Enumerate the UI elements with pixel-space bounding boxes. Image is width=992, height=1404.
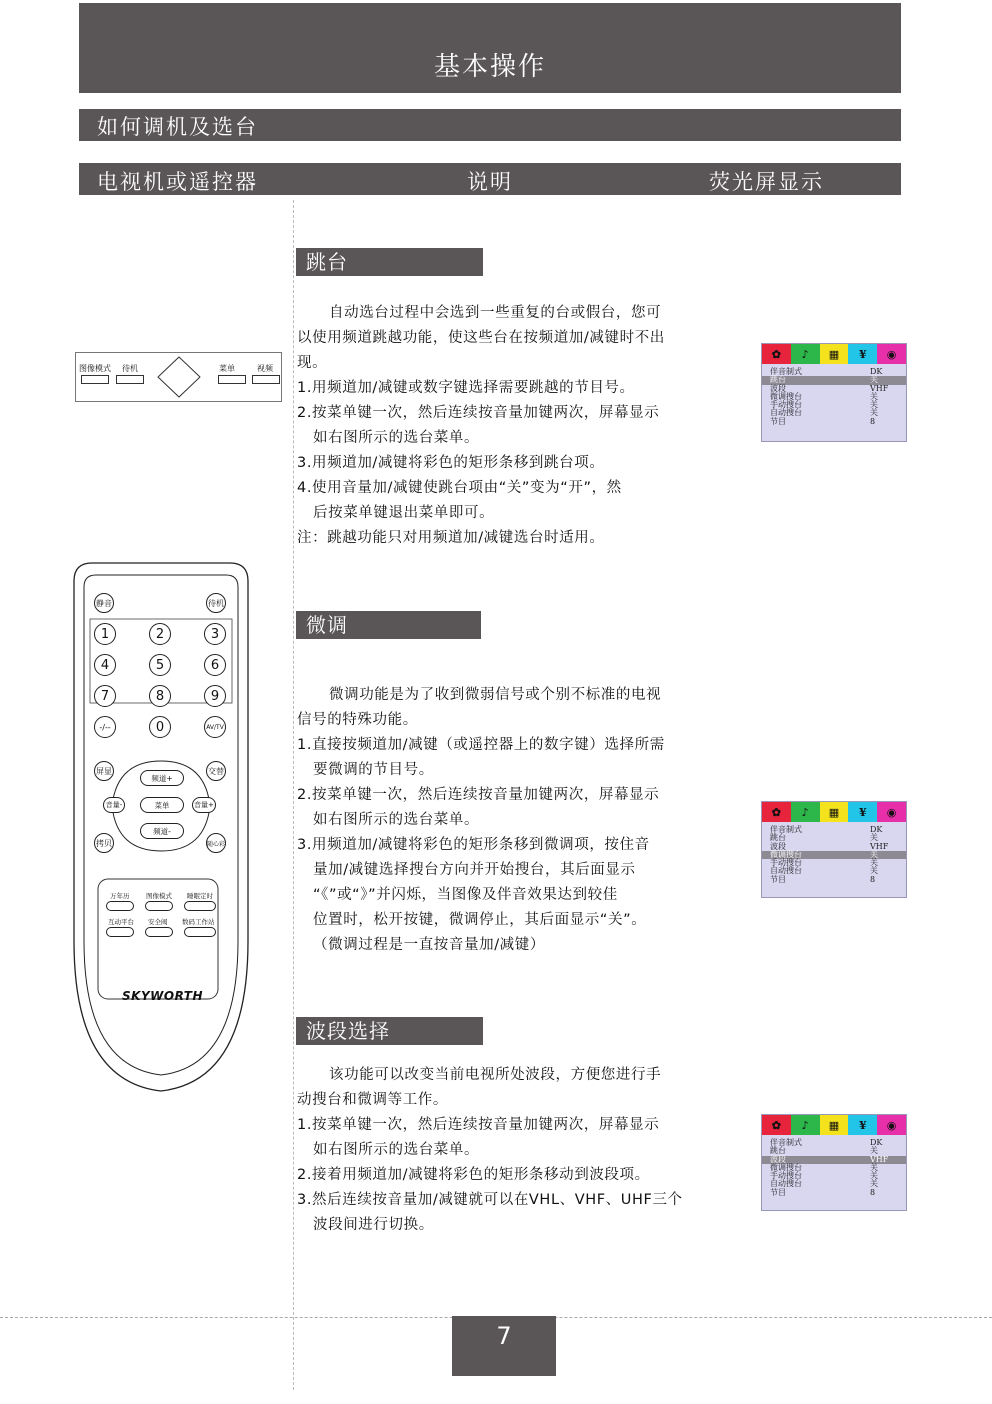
osd-row-label: 节目 [770,416,786,426]
panel-label-picture-mode: 图像模式 [79,364,111,373]
osd-row-value: 关 [870,1171,878,1181]
clock-icon: ◉ [877,344,906,364]
column-header-device: 电视机或遥控器 [97,170,258,194]
calendar-label: 万年历 [110,892,130,900]
interactive-button[interactable] [106,927,134,937]
text-line: 3.用频道加/减键将彩色的矩形条移到跳台项。 [297,455,605,471]
osd-row-label: 波段 [770,1154,786,1164]
osd-row-label: 波段 [770,383,786,393]
osd-menu-skip [761,343,907,442]
osd-menu-finetune [761,801,907,898]
osd-row-label: 伴音制式 [770,1138,802,1147]
osd-row-label: 手动搜台 [770,858,802,868]
column-divider [293,200,294,1390]
osd-row-value: 8 [870,1187,876,1197]
number-button-3[interactable]: 3 [204,623,226,645]
osd-row-label: 伴音制式 [770,825,802,834]
column-header-display: 荧光屏显示 [709,170,824,194]
section-body-band [297,1063,727,1238]
osd-row-label: 自动搜台 [770,866,802,876]
safety-label: 安全阀 [148,918,168,926]
sleep-timer-button[interactable] [184,901,216,911]
text-line: 波段间进行切换。 [313,1217,434,1233]
picture-icon: ✿ [762,802,791,822]
page-number: 7 [452,1316,556,1376]
text-line: 1.直接按频道加/减键（或遥控器上的数字键）选择所需 [297,737,665,753]
panel-nav-diamond[interactable] [156,355,202,399]
title-bar [79,3,901,93]
osd-icon-strip [762,1115,906,1135]
osd-row-value: 关 [870,375,878,385]
interactive-label: 互动平台 [108,918,134,926]
osd-row-label: 手动搜台 [770,400,802,410]
sleep-timer-label: 睡眠定时 [187,892,213,900]
sound-icon: ♪ [791,1115,820,1135]
picture-icon: ✿ [762,344,791,364]
text-line: 量加/减键选择搜台方向并开始搜台，其后面显示 [313,862,636,878]
osd-row-label: 节目 [770,874,786,884]
channel-icon: ▦ [820,344,849,364]
brand-logo: SKYWORTH [122,989,203,1003]
osd-row-label: 自动搜台 [770,408,802,418]
osd-row-label: 节目 [770,1187,786,1197]
sound-icon: ♪ [791,802,820,822]
panel-button-picture-mode[interactable] [81,375,109,384]
copy-button[interactable]: 拷贝 [94,833,114,853]
osd-row-value: VHF [870,841,889,851]
section-heading-finetune: 微调 [296,611,481,639]
osd-row-value: 关 [870,408,878,418]
panel-label-standby: 待机 [122,364,138,373]
osd-row-label: 波段 [770,841,786,851]
section-heading-skip: 跳台 [296,248,483,276]
mute-button[interactable]: 静音 [94,593,114,613]
osd-row-label: 伴音制式 [770,367,802,376]
picture-icon: ✿ [762,1115,791,1135]
channel-down-button[interactable]: 频道- [140,823,184,839]
osd-row-value: 关 [870,866,878,876]
number-button-2[interactable]: 2 [149,623,171,645]
number-button-1[interactable]: 1 [94,623,116,645]
osd-row-label: 手动搜台 [770,1171,802,1181]
osd-row-value: 8 [870,416,876,426]
clock-icon: ◉ [877,1115,906,1135]
function-icon: ¥ [848,344,877,364]
channel-icon: ▦ [820,1115,849,1135]
osd-row-label: 微调搜台 [770,391,802,401]
text-line: 1.按菜单键一次，然后连续按音量加键两次，屏幕显示 [297,1117,660,1133]
osd-row-value: 关 [870,391,878,401]
section-heading-band: 波段选择 [296,1017,483,1045]
sound-icon: ♪ [791,344,820,364]
panel-label-menu: 菜单 [219,364,235,373]
osd-icon-strip [762,802,906,822]
page-title: 基本操作 [433,52,546,82]
panel-label-video: 视频 [257,364,273,373]
text-line: 注：跳越功能只对用频道加/减键选台时适用。 [297,530,605,546]
text-line: （微调过程是一直按音量加/减键） [313,937,545,953]
panel-button-standby[interactable] [116,375,144,384]
remote-control [70,561,252,1095]
function-icon: ¥ [848,1115,877,1135]
osd-menu-band [761,1114,907,1211]
picture-mode-label: 图像模式 [146,892,172,900]
number-button-8[interactable]: 8 [149,685,171,707]
volume-up-button[interactable]: 音量+ [192,797,216,813]
text-line: 自动选台过程中会选到一些重复的台或假台，您可 [329,305,662,321]
random-button[interactable]: 随心彩 [206,833,226,853]
osd-row-label: 微调搜台 [770,849,802,859]
text-line: 如右图所示的选台菜单。 [313,1142,480,1158]
osd-row-value: DK [870,1138,883,1147]
column-header-bar [79,163,901,195]
osd-row-label: 微调搜台 [770,1162,802,1172]
osd-row-value: 关 [870,833,878,843]
text-line: 4.使用音量加/减键使跳台项由“关”变为“开”，然 [297,480,622,496]
channel-up-button[interactable]: 频道+ [140,770,184,786]
digital-station-label: 数码工作站 [182,918,215,926]
text-line: 位置时，松开按键，微调停止，其后面显示“关”。 [313,912,647,928]
osd-row-value: DK [870,825,883,834]
number-button-0[interactable]: 0 [149,716,171,738]
column-header-description: 说明 [467,170,513,194]
section-body-skip [297,301,727,551]
osd-row-value: 关 [870,1179,878,1189]
number-button-5[interactable]: 5 [149,654,171,676]
digit-mode-button[interactable]: -/-- [94,716,116,738]
standby-button[interactable]: 待机 [206,593,226,613]
number-button-9[interactable]: 9 [204,685,226,707]
text-line: 微调功能是为了收到微弱信号或个别不标准的电视 [329,687,662,703]
osd-row-value: 关 [870,858,878,868]
osd-row-value: 关 [870,1162,878,1172]
subtitle-bar [79,109,901,141]
section-body-finetune [297,683,727,958]
safety-button[interactable] [145,927,173,937]
text-line: 2.按菜单键一次，然后连续按音量加键两次，屏幕显示 [297,787,660,803]
channel-icon: ▦ [820,802,849,822]
osd-row-value: VHF [870,383,889,393]
number-button-4[interactable]: 4 [94,654,116,676]
page-subtitle: 如何调机及选台 [97,115,258,139]
number-button-7[interactable]: 7 [94,685,116,707]
osd-row-label: 跳台 [770,1146,786,1156]
osd-row-label: 自动搜台 [770,1179,802,1189]
text-line: 3.然后连续按音量加/减键就可以在VHL、VHF、UHF三个 [297,1192,683,1208]
osd-menu-row [762,876,906,884]
osd-row-value: 关 [870,1146,878,1156]
text-line: 以使用频道跳越功能，使这些台在按频道加/减键时不出 [297,330,665,346]
osd-menu-row [762,418,906,426]
menu-button[interactable]: 菜单 [140,797,184,813]
osd-row-label: 跳台 [770,375,786,385]
text-line: 该功能可以改变当前电视所处波段，方便您进行手 [329,1067,662,1083]
clock-icon: ◉ [877,802,906,822]
panel-button-video[interactable] [252,375,280,384]
picture-mode-button[interactable] [145,901,173,911]
osd-row-value: DK [870,367,883,376]
osd-row-value: 8 [870,874,876,884]
text-line: 3.用频道加/减键将彩色的矩形条移到微调项，按住音 [297,837,650,853]
text-line: 如右图所示的选台菜单。 [313,812,480,828]
function-icon: ¥ [848,802,877,822]
osd-row-value: VHF [870,1154,889,1164]
text-line: 2.接着用频道加/减键将彩色的矩形条移动到波段项。 [297,1167,650,1183]
text-line: 1.用频道加/减键或数字键选择需要跳越的节目号。 [297,380,635,396]
volume-down-button[interactable]: 音量- [103,797,125,813]
text-line: 如右图所示的选台菜单。 [313,430,480,446]
osd-icon-strip [762,344,906,364]
text-line: 现。 [297,355,328,371]
text-line: “《”或“》”并闪烁，当图像及伴音效果达到较佳 [313,887,618,903]
display-button[interactable]: 屏显 [94,761,114,781]
osd-menu-row [762,1189,906,1197]
text-line: 2.按菜单键一次，然后连续按音量加键两次，屏幕显示 [297,405,660,421]
osd-row-value: 关 [870,849,878,859]
panel-button-menu[interactable] [218,375,246,384]
swap-button[interactable]: 交替 [206,761,226,781]
av-tv-button[interactable]: AV/TV [204,716,226,738]
tv-control-panel [75,352,282,402]
text-line: 信号的特殊功能。 [297,712,418,728]
osd-row-value: 关 [870,400,878,410]
osd-row-label: 跳台 [770,833,786,843]
digital-station-button[interactable] [184,927,216,937]
text-line: 动搜台和微调等工作。 [297,1092,448,1108]
calendar-button[interactable] [106,901,134,911]
text-line: 要微调的节目号。 [313,762,434,778]
text-line: 后按菜单键退出菜单即可。 [313,505,495,521]
number-button-6[interactable]: 6 [204,654,226,676]
